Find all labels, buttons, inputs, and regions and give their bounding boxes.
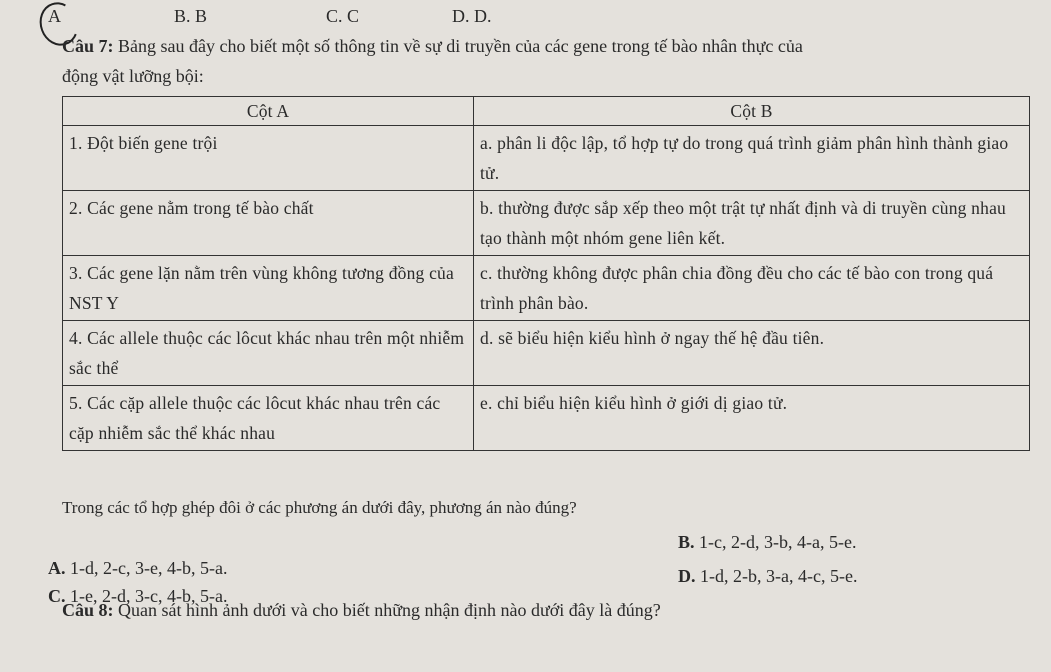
prev-choice-b[interactable]: B. B — [174, 6, 208, 26]
option-c-text: 1-e, 2-d, 3-c, 4-b, 5-a. — [70, 586, 228, 606]
option-c-label: C. — [48, 586, 66, 606]
column-b-cell: c. thường không được phân chia đồng đều cho các tế bào con trong quá trình phân bào. — [474, 256, 1030, 321]
column-a-header: Cột A — [63, 97, 474, 126]
question-7-line1 — [62, 36, 803, 57]
table-row — [63, 191, 1030, 256]
matching-table — [62, 96, 1030, 451]
prev-choice-d[interactable]: D. D. — [452, 6, 492, 26]
column-a-cell: 5. Các cặp allele thuộc các lôcut khác nhau trên các cặp nhiễm sắc thể khác nhau — [63, 386, 474, 451]
column-b-cell: b. thường được sắp xếp theo một trật tự nhất định và di truyền cùng nhau tạo thành một nhóm gene liên kết. — [474, 191, 1030, 256]
table-row — [63, 386, 1030, 451]
question-7-line2: động vật lưỡng bội: — [62, 66, 204, 86]
question-8-number: Câu 8: — [62, 600, 114, 620]
prev-choice-c[interactable]: C. C — [326, 6, 360, 26]
question-7-prompt: Trong các tổ hợp ghép đôi ở các phương án dưới đây, phương án nào đúng? — [62, 498, 581, 518]
column-b-header: Cột B — [474, 97, 1030, 126]
table-header-row — [63, 97, 1030, 126]
column-b-cell: a. phân li độc lập, tổ hợp tự do trong quá trình giảm phân hình thành giao tử. — [474, 126, 1030, 191]
question-7-text: Bảng sau đây cho biết một số thông tin về sự di truyền của các gene trong tế bào nhân thực của — [118, 36, 803, 56]
column-b-cell: e. chỉ biểu hiện kiểu hình ở giới dị giao tử. — [474, 386, 1030, 451]
option-b-text: 1-c, 2-d, 3-b, 4-a, 5-e. — [699, 532, 857, 552]
option-d-label: D. — [678, 566, 696, 586]
column-a-cell: 3. Các gene lặn nằm trên vùng không tương đồng của NST Y — [63, 256, 474, 321]
table-row — [63, 126, 1030, 191]
column-b-cell: d. sẽ biểu hiện kiểu hình ở ngay thế hệ đầu tiên. — [474, 321, 1030, 386]
question-8-text: Quan sát hình ảnh dưới và cho biết những nhận định nào dưới đây là đúng? — [118, 600, 661, 620]
option-a[interactable] — [48, 558, 227, 579]
question-8 — [62, 600, 661, 621]
column-a-cell: 2. Các gene nằm trong tế bào chất — [63, 191, 474, 256]
option-a-label: A. — [48, 558, 66, 578]
prev-choice-a[interactable]: A — [48, 6, 61, 26]
question-7-number: Câu 7: — [62, 36, 114, 56]
column-a-cell: 4. Các allele thuộc các lôcut khác nhau trên một nhiễm sắc thể — [63, 321, 474, 386]
column-a-cell: 1. Đột biến gene trội — [63, 126, 474, 191]
option-d[interactable] — [678, 566, 857, 587]
option-b[interactable] — [678, 532, 856, 553]
table-row — [63, 321, 1030, 386]
option-d-text: 1-d, 2-b, 3-a, 4-c, 5-e. — [700, 566, 858, 586]
table-row — [63, 256, 1030, 321]
option-a-text: 1-d, 2-c, 3-e, 4-b, 5-a. — [70, 558, 228, 578]
option-b-label: B. — [678, 532, 695, 552]
